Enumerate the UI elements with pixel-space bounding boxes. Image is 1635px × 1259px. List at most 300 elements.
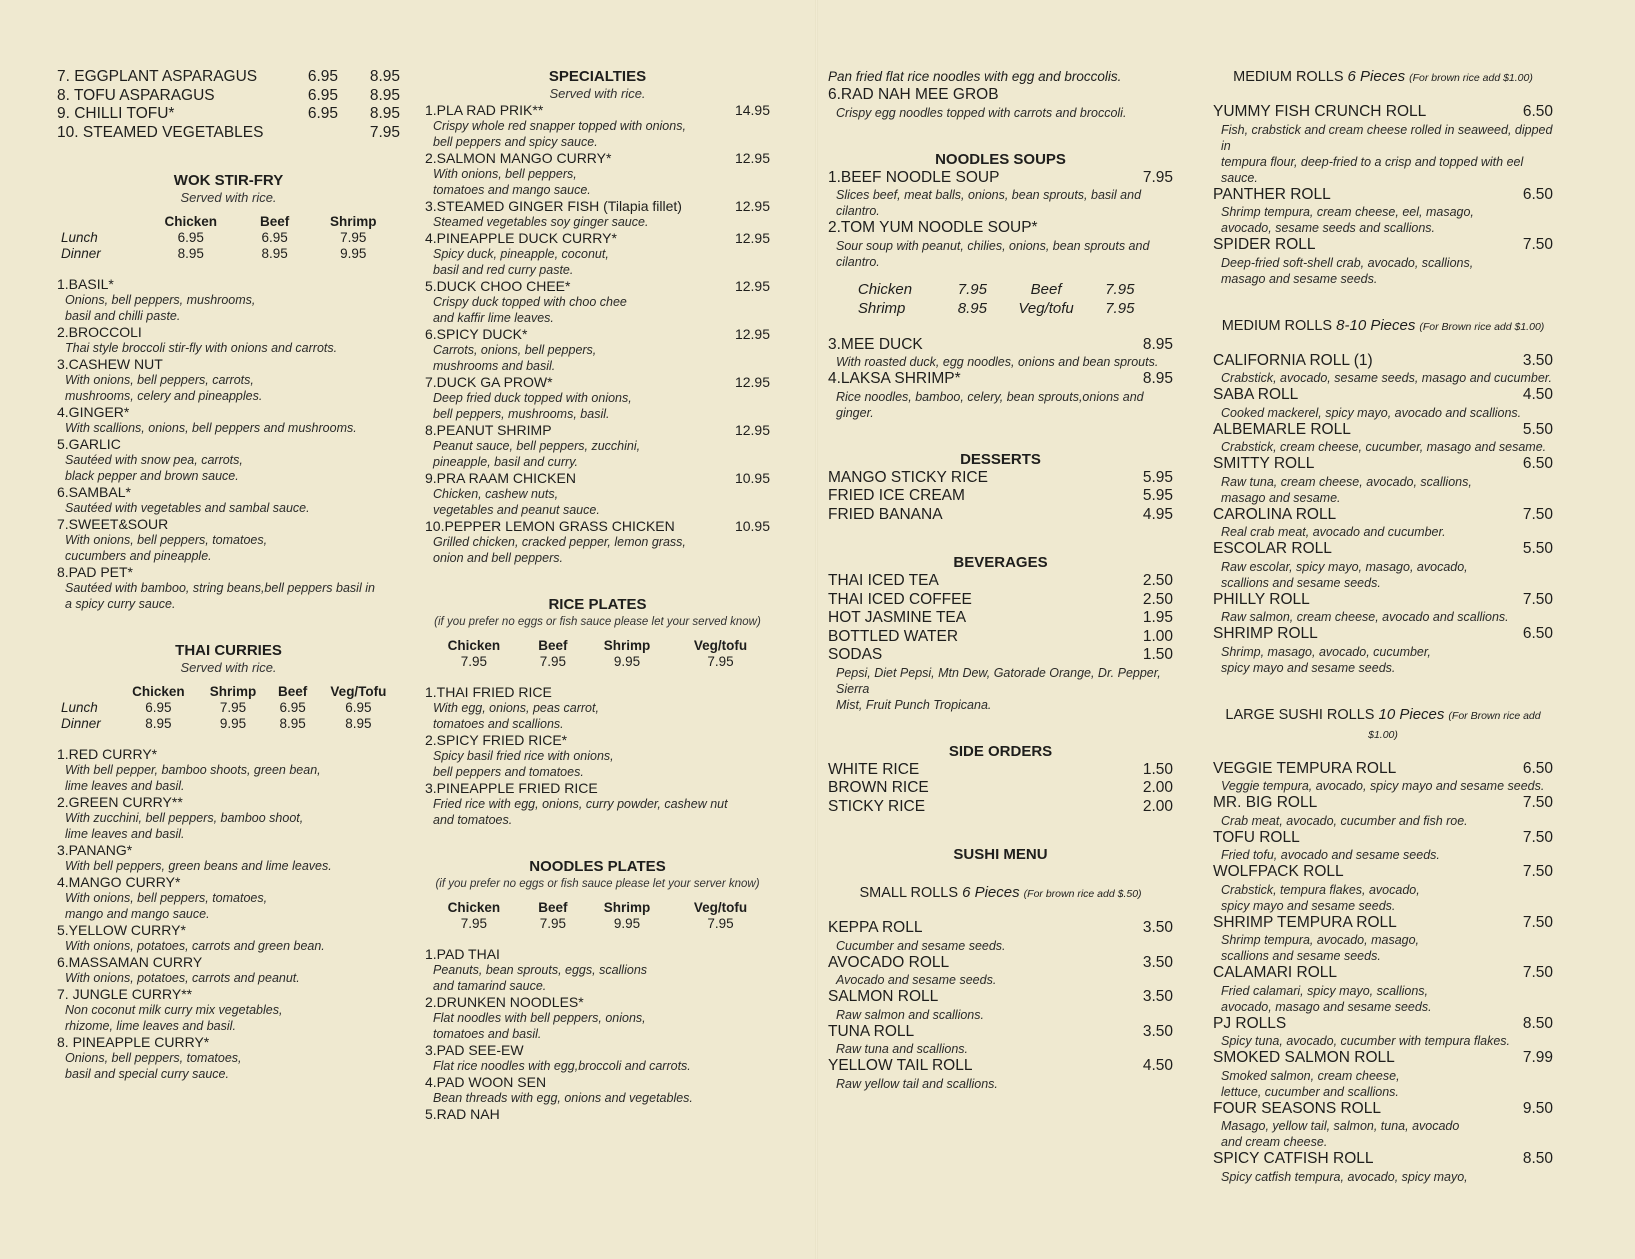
menu-item-description: Bean threads with egg, onions and vegetables. [433,1091,693,1105]
menu-item-price: 3.50 [1142,919,1173,936]
menu-item-name: 1.PAD THAI [425,946,500,962]
menu-item-name: PHILLY ROLL [1213,590,1310,608]
menu-item-description: With onions, bell peppers, tomatoes, [65,891,268,905]
menu-item-name: 10.PEPPER LEMON GRASS CHICKEN [425,518,675,534]
menu-item-row [828,1057,1173,1076]
menu-item-row [425,422,770,438]
menu-item-name: YELLOW TAIL ROLL [828,1057,973,1074]
price-table-cell: 6.95 [279,700,306,715]
menu-item [1213,863,1553,914]
menu-item [425,422,770,470]
menu-item-name: FRIED ICE CREAM [828,487,965,504]
menu-item-name: AVOCADO ROLL [828,953,950,971]
menu-item-description: Shrimp tempura, avocado, masago, [1221,933,1420,947]
menu-item [1213,386,1553,421]
menu-item [425,780,770,828]
menu-item [1213,540,1553,591]
menu-item-name: PJ ROLLS [1213,1014,1287,1032]
menu-item-description: Raw escolar, spicy mayo, masago, avocado, [1221,559,1468,574]
menu-item-name: 5.DUCK CHOO CHEE* [425,278,571,294]
menu-item-name: SHRIMP TEMPURA ROLL [1213,913,1397,931]
menu-item [828,646,1173,713]
menu-item-row [425,150,770,166]
menu-item-price: 6.50 [1522,625,1553,642]
menu-item-row [828,336,1173,355]
section-title: WOK STIR-FRY [173,172,284,189]
menu-item [57,516,400,564]
sushi-header-note: (For brown rice add $.50) [1023,888,1142,900]
menu-column-1 [57,68,400,1082]
menu-item [1213,591,1553,626]
menu-item-price: 8.50 [1522,1150,1553,1167]
price-table-heading: Veg/tofu [693,900,748,915]
menu-item-price [276,124,338,143]
menu-item-price: 5.95 [1142,487,1173,504]
menu-item-description: tempura flour, deep-fried to a crisp and topped with eel sauce. [1221,154,1524,185]
menu-item-name: YUMMY FISH CRUNCH ROLL [1213,103,1427,120]
menu-item [57,922,400,954]
menu-item-description: Onions, bell peppers, mushrooms, [65,293,256,307]
menu-item-description: Mist, Fruit Punch Tropicana. [836,697,992,712]
menu-item-row [425,198,770,214]
menu-item-price: 3.50 [1142,1022,1173,1040]
menu-item-row [1213,540,1553,559]
section-note: (if you prefer no eggs or fish sauce please let your server know) [435,878,760,890]
menu-item-price: 7.50 [1522,913,1553,931]
menu-item-description: Crabstick, cream cheese, cucumber, masago and sesame. [1221,440,1547,454]
menu-item-row [57,68,400,87]
menu-item-price: 9.50 [1522,1099,1553,1117]
menu-item-price: 7.50 [1522,828,1553,846]
menu-item-price: 6.50 [1522,103,1553,120]
menu-item-description: mango and mango sauce. [65,907,210,921]
menu-section [57,68,400,142]
price-table-row [854,280,1147,299]
price-table-heading: Shrimp [603,900,651,915]
menu-item-name: 1.THAI FRIED RICE [425,684,552,700]
section-title: SUSHI MENU [953,846,1048,863]
menu-item-description: mushrooms and basil. [433,359,556,373]
menu-item-description: scallions and sesame seeds. [1221,949,1381,963]
menu-item-name: 9.PRA RAAM CHICKEN [425,470,576,486]
sushi-header-note: (For brown rice add $1.00) [1409,72,1533,84]
menu-item-description: and cream cheese. [1221,1135,1328,1149]
menu-item-description: black pepper and brown sauce. [65,469,239,483]
menu-item-row [828,169,1173,188]
menu-item-row [425,278,770,294]
menu-item-row [1213,1015,1553,1034]
menu-item [1213,103,1553,186]
menu-item-row [828,506,1173,525]
menu-item-description: avocado, sesame seeds and scallions. [1221,221,1436,235]
menu-item-description: Sautéed with snow pea, carrots, [65,453,243,467]
menu-item-description: bell peppers, mushrooms, basil. [433,407,610,421]
menu-item-name: CALIFORNIA ROLL (1) [1213,351,1373,369]
menu-item-row [425,946,770,962]
menu-item-price: 3.50 [1142,988,1173,1005]
menu-item-price: 8.95 [369,105,400,122]
menu-item-price: 8.95 [369,86,400,104]
menu-item-description: lettuce, cucumber and scallions. [1221,1084,1399,1099]
price-table-cell: 7.95 [539,916,567,931]
menu-item-name: 8. PINEAPPLE CURRY* [57,1034,210,1050]
menu-item-row [1213,760,1553,779]
menu-section [57,642,400,1082]
menu-item-price: 12.95 [734,230,770,246]
menu-item-row [425,732,770,748]
menu-item-price: 3.50 [1142,953,1173,971]
menu-item-name: MANGO STICKY RICE [828,468,988,486]
menu-item-row [1213,794,1553,813]
menu-item-description: Crab meat, avocado, cucumber and fish roe. [1221,813,1468,828]
menu-item-price: 6.95 [307,86,338,104]
menu-item-name: FRIED BANANA [828,505,943,523]
menu-item-description: bell peppers and spicy sauce. [433,135,598,149]
menu-item-name: BOTTLED WATER [828,627,959,645]
price-table-cell: 9.95 [340,246,367,261]
menu-item-price: 6.50 [1522,455,1553,472]
price-table-heading: Chicken [447,900,501,915]
menu-item-name: 2.TOM YUM NOODLE SOUP* [828,219,1038,236]
menu-item-description: Spicy catfish tempura, avocado, spicy mayo, [1221,1169,1468,1184]
menu-item-row [425,780,770,796]
menu-item [57,68,400,87]
menu-item-name: 4.PAD WOON SEN [425,1074,547,1090]
menu-item-name: 3.PINEAPPLE FRIED RICE [425,780,598,796]
menu-item-price: 1.00 [1142,627,1173,645]
menu-item-description: Thai style broccoli stir-fly with onions and carrots. [65,341,338,355]
menu-item-description: Carrots, onions, bell peppers, [433,343,597,357]
menu-item-price: 12.95 [734,326,770,342]
menu-item-row [57,842,400,858]
menu-item-name: VEGGIE TEMPURA ROLL [1213,759,1397,777]
menu-item [425,102,770,150]
menu-item-row [828,572,1173,591]
menu-item [1213,352,1553,387]
menu-item-price: 7.50 [1522,236,1553,253]
price-table-cell: 8.95 [279,716,306,731]
menu-item-description: rhizome, lime leaves and basil. [65,1019,236,1033]
price-table-cell: 7.95 [340,230,367,245]
menu-item-name: 7. EGGPLANT ASPARAGUS [57,68,258,85]
price-table-cell: Lunch [61,700,98,715]
menu-item-description: With scallions, onions, bell peppers and mushrooms. [65,421,357,435]
menu-item-row [1213,914,1553,933]
price-table-row [854,299,1147,318]
section-title: DESSERTS [960,450,1041,468]
menu-item-description: Pepsi, Diet Pepsi, Mtn Dew, Gatorade Orange, Dr. Pepper, Sierra [836,665,1161,696]
menu-item-price: 8.95 [1142,370,1173,387]
menu-item-name: HOT JASMINE TEA [828,609,967,626]
menu-section [57,172,400,612]
menu-item-description: Real crab meat, avocado and cucumber. [1221,525,1446,539]
price-table [425,638,770,670]
price-table-cell: 7.95 [707,654,734,669]
menu-item [1213,794,1553,829]
price-table-cell: 7.95 [219,700,247,715]
menu-item-name: 5.GARLIC [57,436,121,452]
price-table [57,214,400,262]
sushi-header-note: (For Brown rice add $1.00) [1419,320,1545,333]
menu-item-name: SABA ROLL [1213,386,1299,403]
menu-item-name: PANTHER ROLL [1213,185,1331,203]
price-table-heading: Beef [538,638,568,653]
menu-item-price: 6.95 [307,105,338,122]
menu-item-row [1213,1049,1553,1068]
menu-item [828,487,1173,506]
menu-section [828,451,1173,525]
menu-item [828,219,1173,270]
menu-item-description: onion and bell peppers. [433,551,563,565]
sushi-header-label: MEDIUM ROLLS [1221,317,1333,334]
menu-item-row [828,628,1173,647]
menu-item-description: Veggie tempura, avocado, spicy mayo and sesame seeds. [1221,779,1545,793]
menu-item-row [57,922,400,938]
menu-item-description: tomatoes and basil. [433,1027,542,1041]
menu-item-description: Fish, crabstick and cream cheese rolled in seaweed, dipped in [1221,122,1553,153]
menu-item-name: TOFU ROLL [1213,828,1300,846]
menu-item-price: 6.50 [1522,759,1553,777]
menu-item-row [57,484,400,500]
menu-item-row [57,564,400,580]
menu-item-name: 7.DUCK GA PROW* [425,374,553,390]
menu-item-description: Flat noodles with bell peppers, onions, [433,1011,646,1025]
menu-item-name: MR. BIG ROLL [1213,794,1318,811]
menu-item [57,87,400,106]
menu-item-name: 7. JUNGLE CURRY** [57,986,193,1002]
menu-item-name: SODAS [828,646,883,663]
menu-item-description: Peanut sauce, bell peppers, zucchini, [433,439,641,453]
menu-item [1213,1049,1553,1100]
menu-item-price: 5.95 [1142,468,1173,486]
menu-item [1213,1150,1553,1185]
menu-item [828,469,1173,488]
menu-item-name: THAI ICED TEA [828,572,939,589]
menu-item-name: THAI ICED COFFEE [828,590,972,608]
price-table-heading: Chicken [164,214,218,229]
menu-item [1213,455,1553,506]
price-table-row [425,916,770,932]
menu-item-description: Cucumber and sesame seeds. [836,938,1006,953]
menu-item-price: 5.50 [1522,420,1553,438]
price-table-cell: 9.95 [219,716,247,731]
menu-item-price: 7.99 [1522,1049,1553,1066]
menu-item [425,1106,770,1122]
menu-item-description: With onions, potatoes, carrots and peanut. [65,971,300,985]
price-table-cell: Lunch [61,230,98,245]
menu-item-price: 7.95 [369,123,400,141]
menu-section [425,858,770,1122]
price-table-heading: Shrimp [603,638,651,653]
menu-item-name: 6.MASSAMAN CURRY [57,954,203,970]
menu-item [828,86,1173,121]
menu-item [425,684,770,732]
menu-item [57,324,400,356]
menu-item [425,230,770,278]
menu-item-description: basil and chilli paste. [65,309,181,323]
menu-item [57,1034,400,1082]
menu-item-row [828,609,1173,628]
menu-item-row [425,470,770,486]
sushi-header-pieces: 8-10 Pieces [1336,316,1416,334]
section-title: THAI CURRIES [175,642,282,659]
section-title: NOODLES SOUPS [935,150,1066,168]
menu-item-price: 12.95 [734,374,770,390]
menu-item-name: SHRIMP ROLL [1213,625,1318,642]
price-table-row [57,700,400,716]
menu-item-row [1213,455,1553,474]
menu-item [828,336,1173,371]
menu-item-description: Chicken, cashew nuts, [433,487,559,501]
menu-item-name: ALBEMARLE ROLL [1213,420,1351,438]
menu-item-name: 8. TOFU ASPARAGUS [57,86,215,104]
price-table-heading: Veg/tofu [693,638,748,653]
menu-item-description: Peanuts, bean sprouts, eggs, scallions [433,963,648,977]
menu-item-name: FOUR SEASONS ROLL [1213,1099,1381,1117]
menu-item-name: 1.PLA RAD PRIK** [425,102,544,118]
menu-item-description: vegetables and peanut sauce. [433,503,600,517]
menu-item [828,1057,1173,1092]
section-title: SPECIALTIES [548,68,647,85]
sushi-header-pieces: 10 Pieces [1378,705,1445,723]
menu-item-name: 6.SAMBAL* [57,484,131,500]
price-table-row [57,230,400,246]
price-table-heading: Shrimp [209,684,257,699]
menu-section [1213,68,1553,287]
menu-item-row [828,646,1173,665]
menu-item-row [425,518,770,534]
menu-item-name: WHITE RICE [828,760,920,778]
menu-item-name: SMITTY ROLL [1213,455,1315,472]
menu-item-row [828,86,1173,105]
menu-item-name: BROWN RICE [828,779,929,796]
menu-item-description: a spicy curry sauce. [65,597,176,611]
section-subtitle: Served with rice. [549,86,646,101]
menu-item-name: 10. STEAMED VEGETABLES [57,123,264,141]
menu-item-price: 2.00 [1142,779,1173,796]
sushi-header-note: (For Brown rice add $1.00) [1368,709,1541,741]
menu-column-3 [828,68,1173,1092]
section-subtitle: Served with rice. [180,660,277,675]
page-fold [815,0,818,1259]
menu-item-description: With egg, onions, peas carrot, [433,701,599,715]
menu-item-price: 7.95 [1142,168,1173,186]
menu-column-2 [425,68,770,1122]
menu-item-price: 12.95 [734,278,770,294]
menu-item-description: tomatoes and scallions. [433,717,564,731]
menu-item [425,150,770,198]
menu-item-price: 8.95 [1142,335,1173,353]
menu-item-price: 12.95 [734,198,770,214]
price-table-heading: Shrimp [330,214,377,229]
price-table-cell: 7.95 [957,280,987,298]
menu-item-description: Sour soup with peanut, chilies, onions, bean sprouts and cilantro. [836,238,1150,269]
menu-item-row [425,994,770,1010]
menu-item [828,591,1173,610]
menu-item-description: Crabstick, tempura flakes, avocado, [1221,882,1420,897]
section-title: BEVERAGES [953,554,1048,571]
price-table-cell: Shrimp [857,299,906,317]
menu-item-row [828,954,1173,973]
menu-item-row [425,1074,770,1090]
menu-item [1213,506,1553,541]
price-table-heading [57,214,139,230]
menu-item-price: 1.50 [1142,760,1173,778]
menu-item-description: Raw tuna, cream cheese, avocado, scallions, [1221,474,1472,489]
menu-item [828,506,1173,525]
menu-item-description: Crabstick, avocado, sesame seeds, masago and cucumber. [1221,371,1552,385]
menu-item-description: With zucchini, bell peppers, bamboo shoot, [65,811,304,825]
menu-item-row [828,487,1173,506]
menu-item-row [828,919,1173,938]
menu-item-price: 7.50 [1522,794,1553,811]
menu-item-description: With onions, bell peppers, [433,167,577,181]
menu-item-name: 8.PEANUT SHRIMP [425,422,552,438]
menu-item-description: Non coconut milk curry mix vegetables, [65,1003,283,1017]
menu-item-price: 10.95 [734,518,770,534]
menu-item-description: mushrooms, celery and pineapples. [65,389,263,403]
price-table-row [425,654,770,670]
menu-item-row [1213,506,1553,525]
menu-item [425,278,770,326]
menu-item-name: 2.BROCCOLI [57,324,142,340]
sushi-header-pieces: 6 Pieces [962,884,1020,901]
menu-item-description: With onions, potatoes, carrots and green bean. [65,939,325,953]
menu-item-row [1213,829,1553,848]
price-table-cell: 7.95 [707,916,734,931]
menu-item-row [828,1023,1173,1042]
menu-item [57,986,400,1034]
sushi-header-label: LARGE SUSHI ROLLS [1225,706,1375,723]
menu-item-description: Deep fried duck topped with onions, [433,391,632,405]
price-table-cell: Beef [1030,280,1062,298]
menu-item-row [1213,863,1553,882]
price-table-heading: Beef [538,900,568,915]
menu-item-row [1213,1150,1553,1169]
price-table-header [57,684,400,700]
menu-item [57,124,400,143]
price-table-header [57,214,400,230]
menu-item-price: 14.95 [734,102,770,118]
menu-item [828,919,1173,954]
menu-item-name: 3.CASHEW NUT [57,356,163,372]
menu-item-description: Shrimp tempura, cream cheese, eel, masago, [1221,205,1474,219]
menu-item [425,946,770,994]
menu-section [1213,317,1553,676]
menu-item [828,572,1173,591]
menu-item-price: 2.50 [1142,590,1173,608]
menu-item-row [425,230,770,246]
menu-item-row [1213,386,1553,405]
menu-item-price: 5.50 [1522,540,1553,557]
menu-item [425,1074,770,1106]
menu-item-price: 7.50 [1522,505,1553,523]
menu-item-description: Raw salmon, cream cheese, avocado and scallions. [1221,610,1509,624]
menu-item-price: 4.95 [1142,505,1173,523]
menu-item-description: avocado, masago and sesame seeds. [1221,999,1432,1014]
price-table-cell: 7.95 [539,654,567,669]
menu-item-price: 2.00 [1142,797,1173,815]
menu-item-row [828,370,1173,389]
menu-item [1213,421,1553,456]
menu-item [828,628,1173,647]
price-table-heading: Beef [259,214,290,229]
menu-item-name: 7.SWEET&SOUR [57,516,169,532]
menu-item-name: 2.SALMON MANGO CURRY* [425,150,612,166]
menu-item-name: 2.GREEN CURRY** [57,794,183,810]
menu-item-name: 4.GINGER* [57,404,130,420]
menu-item [57,105,400,124]
